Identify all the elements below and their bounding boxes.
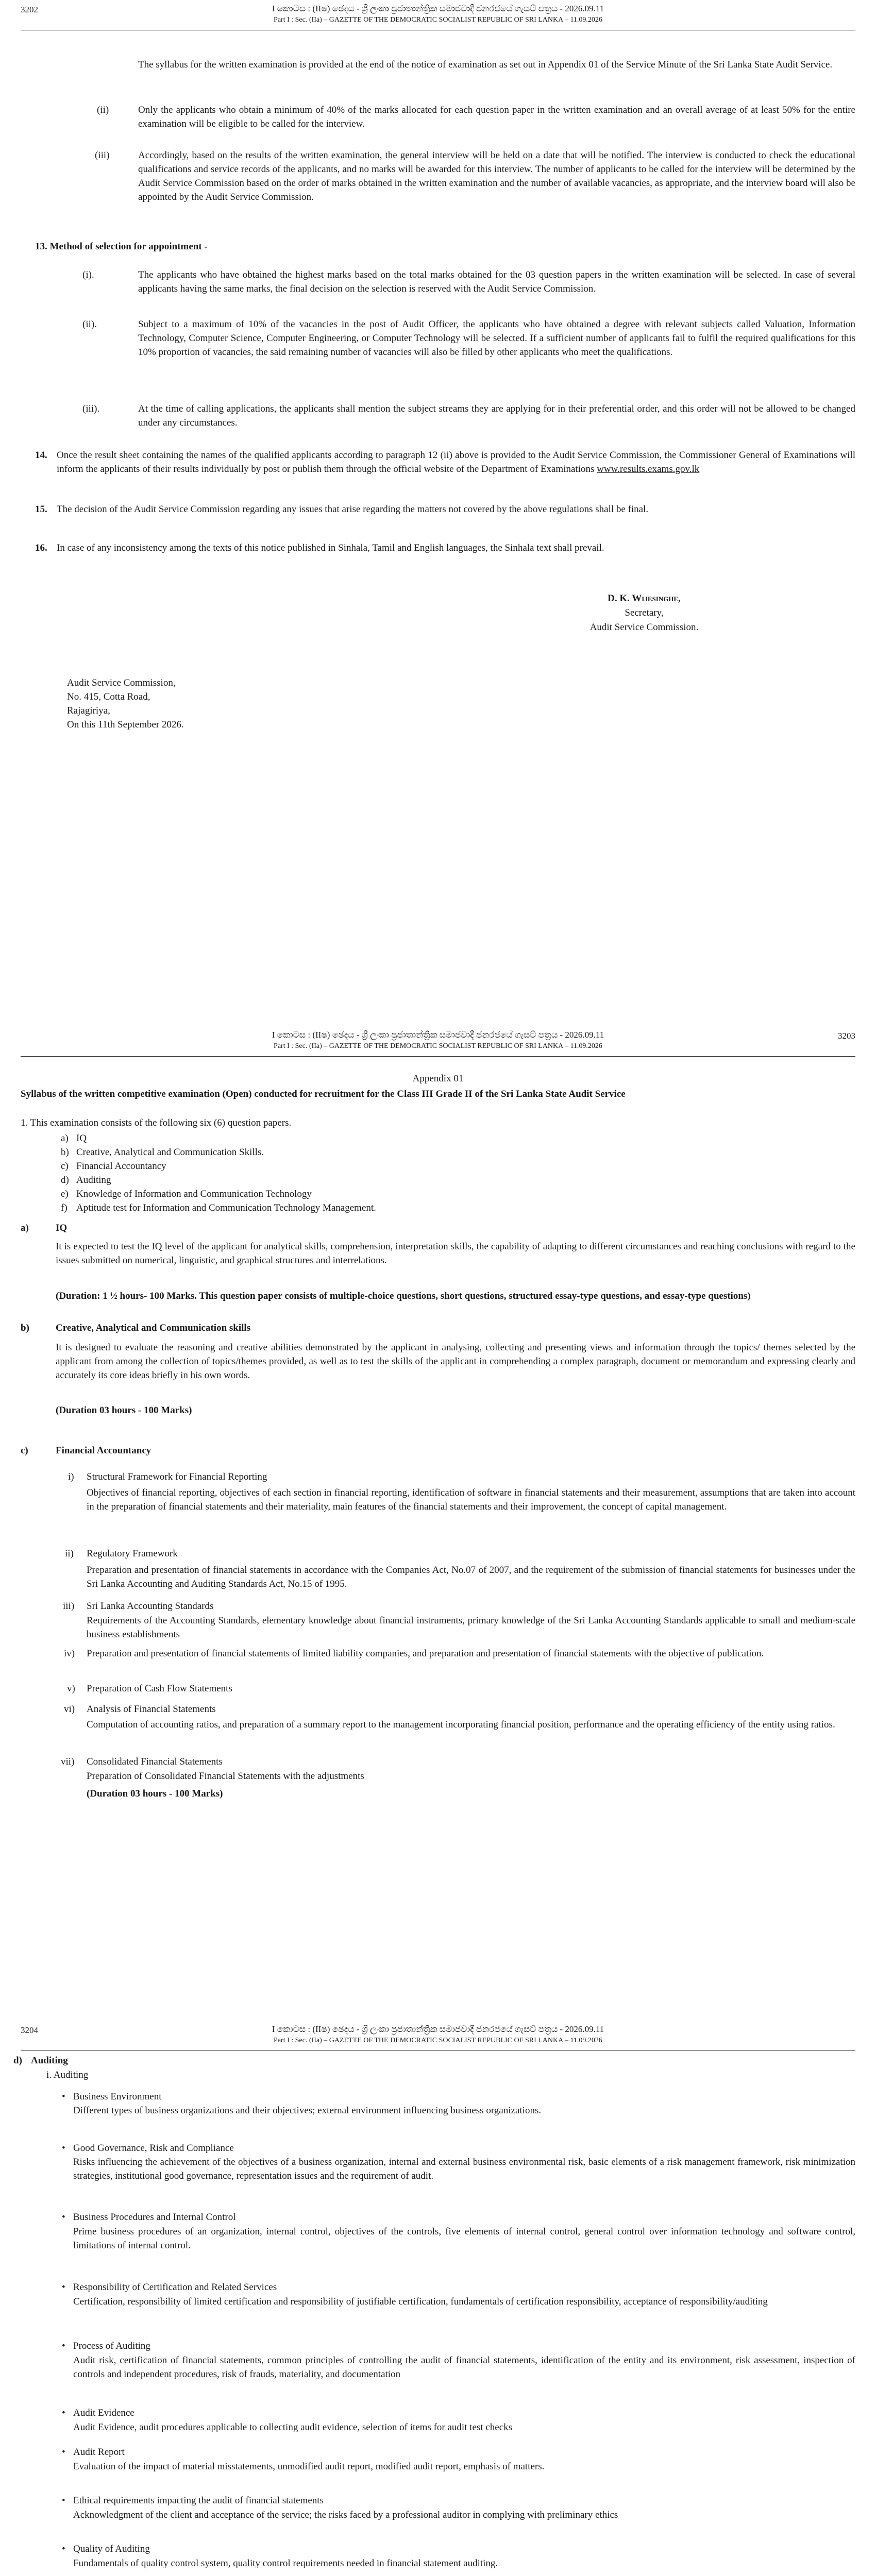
section-15: The decision of the Audit Service Commission regarding any issues that arise regarding the matters not covered by the above regulations shall be final. xyxy=(57,504,649,515)
papers-intro: 1. This examination consists of the following six (6) question papers. xyxy=(21,1117,292,1128)
para-marker: (ii) xyxy=(97,105,109,115)
section-marker: c) xyxy=(21,1445,28,1456)
header-english-title: Part I : Sec. (IIa) – GAZETTE OF THE DEMOCRATIC SOCIALIST REPUBLIC OF SRI LANKA – 11.09.2026 xyxy=(274,1042,602,1050)
section-marker: d) xyxy=(13,2055,22,2066)
page-header xyxy=(21,2022,855,2053)
bullet-text: Audit risk, certification of financial statements, common principles of controlling the audit of financial statements, identification of the entity and its environment, risk assessment, inspection of controls and independent procedures, risk of frauds, materiality, and documentation xyxy=(73,2355,855,2380)
item-text: Computation of accounting ratios, and preparation of a summary report to the management incorporating financial position, performance and the operating efficiency of the entity using ratios. xyxy=(87,1719,835,1730)
item-text: Requirements of the Accounting Standards, elementary knowledge about financial instruments, primary knowledge of the Sri Lanka Accounting Standards applicable to small and medium-scale business establishments xyxy=(87,1615,855,1640)
bullet-text: Different types of business organizations and their objectives; external environment influencing business organizations. xyxy=(73,2105,542,2116)
list-marker: e) xyxy=(61,1189,69,1199)
syllabus-intro: The syllabus for the written examination is provided at the end of the notice of examination as set out in Appendix 01 of the Service Minute of the Sri Lanka State Audit Service. xyxy=(138,59,833,70)
item-marker: iii) xyxy=(63,1601,75,1612)
item-heading: Preparation of Cash Flow Statements xyxy=(87,1683,232,1694)
item-heading: Regulatory Framework xyxy=(87,1548,178,1559)
results-website-link[interactable]: www.results.exams.gov.lk xyxy=(597,464,700,474)
address-line: Audit Service Commission, xyxy=(67,677,176,688)
item-marker: ii) xyxy=(65,1548,74,1559)
subsection-heading: i. Auditing xyxy=(46,2070,89,2080)
header-english-title: Part I : Sec. (IIa) – GAZETTE OF THE DEMOCRATIC SOCIALIST REPUBLIC OF SRI LANKA – 11.09.2026 xyxy=(274,2037,602,2044)
address-line: No. 415, Cotta Road, xyxy=(67,691,150,702)
list-item: Financial Accountancy xyxy=(76,1161,166,1172)
section-a-heading: IQ xyxy=(56,1223,68,1233)
bullet-text: Prime business procedures of an organization, internal control, objectives of the controls, five elements of internal control, general control over information technology and software control, limitations of internal control. xyxy=(73,2226,855,2251)
item-marker: i) xyxy=(68,1471,74,1482)
bullet-heading: • Good Governance, Risk and Compliance xyxy=(73,2141,855,2155)
item-marker: iv) xyxy=(64,1648,75,1659)
bullet-heading: • Audit Evidence xyxy=(73,2406,855,2420)
section-a-duration: (Duration: 1 ½ hours- 100 Marks. This question paper consists of multiple-choice questions, short questions, structured essay-type questions, and essay-type questions) xyxy=(56,1291,751,1301)
item-text: Objectives of financial reporting, objectives of each section in financial reporting, identification of software in financial statements and their measurement, assumptions that are taken into account in the preparation of financial statements and their materiality, main features of the financial statements and their improvement, the concept of capital management. xyxy=(87,1487,855,1512)
gazette-page-3202 xyxy=(0,0,876,994)
page-header xyxy=(21,1,855,32)
para-ii: Only the applicants who obtain a minimum of 40% of the marks allocated for each question paper in the written examination and an overall average of at least 50% for the entire examination will be eligible to be called for the interview. xyxy=(138,105,855,129)
header-rule xyxy=(21,2050,855,2051)
bullet-text: Fundamentals of quality control system, quality control requirements needed in financial statement auditing. xyxy=(73,2558,498,2569)
list-item: IQ xyxy=(76,1133,87,1144)
bullet-heading: • Audit Report xyxy=(73,2445,855,2459)
list-marker: d) xyxy=(61,1175,69,1185)
item-marker: vi) xyxy=(64,1704,75,1715)
header-sinhala-title: I ‍කොටස : (IIෂ) ‍ඡෙදය - ශ්‍රී ලංකා ප්‍රජාතාන්ත්‍රික සමාජවාදී ජනරජයේ ගැසට් පත්‍රය - 2026.09.11 xyxy=(272,4,604,13)
section-13-iii: At the time of calling applications, the applicants shall mention the subject streams they are applying for in their preferential order, and this order will not be allowed to be changed under any circumstances. xyxy=(138,403,855,428)
gazette-page-3203 xyxy=(0,994,876,1989)
header-english-title: Part I : Sec. (IIa) – GAZETTE OF THE DEMOCRATIC SOCIALIST REPUBLIC OF SRI LANKA – 11.09.2026 xyxy=(274,16,602,24)
list-marker: b) xyxy=(61,1147,69,1158)
section-16: In case of any inconsistency among the texts of this notice published in Sinhala, Tamil and English languages, the Sinhala text shall prevail. xyxy=(57,543,604,553)
header-rule xyxy=(21,1056,855,1057)
signatory-name: D. K. Wijesinghe, xyxy=(608,593,681,604)
header-sinhala-title: I ‍කොටස : (IIෂ) ‍ඡෙදය - ශ්‍රී ලංකා ප්‍රජාතාන්ත්‍රික සමාජවාදී ජනරජයේ ගැසට් පත්‍රය - 2026.09.11 xyxy=(272,1030,604,1040)
list-marker: c) xyxy=(61,1161,69,1172)
item-heading: Structural Framework for Financial Reporting xyxy=(87,1471,267,1482)
item-text: Preparation and presentation of financial statements in accordance with the Companies Act, No.07 of 2007, and the requirement of the submission of financial statements for businesses under the Sri Lanka Accounting and Auditing Standards Act, No.15 of 1995. xyxy=(87,1565,855,1589)
section-marker: b) xyxy=(21,1323,29,1333)
section-b-text: It is designed to evaluate the reasoning and creative abilities demonstrated by the applicant in analysing, collecting and presenting views and information through the topics/ themes selected by the applicant from among the collection of topics/themes provided, as well as to test the skills of the applicant in comprehending a complex paragraph, document or memorandum and expressing clearly and accurately its core ideas briefly in his own words. xyxy=(56,1342,855,1381)
item-marker: v) xyxy=(67,1683,75,1694)
section-c-duration: (Duration 03 hours - 100 Marks) xyxy=(87,1788,223,1799)
page-header xyxy=(21,1027,855,1058)
bullet-text: Risks influencing the achievement of the objectives of a business organization, internal and external business environmental risk, basic elements of a risk management framework, risk minimization strategies, institutional good governance, representation issues and the requirement of audit. xyxy=(73,2157,855,2181)
list-marker: f) xyxy=(61,1202,68,1213)
item-text: Preparation of Consolidated Financial Statements with the adjustments xyxy=(87,1771,364,1782)
list-item: Auditing xyxy=(76,1175,111,1185)
para-marker: (ii). xyxy=(82,319,97,330)
bullet-heading: • Ethical requirements impacting the audit of financial statements xyxy=(73,2494,855,2507)
bullet-heading: • Business Procedures and Internal Control xyxy=(73,2210,855,2224)
para-marker: 16. xyxy=(35,543,47,553)
section-a-text: It is expected to test the IQ level of the applicant for analytical skills, comprehension, interpretation skills, the capability of adapting to different circumstances and reaching conclusions with regard to the issues submitted on numerical, linguistic, and graphical structures and interrelations. xyxy=(56,1241,855,1266)
para-marker: 14. xyxy=(35,450,47,461)
bullet-text: Certification, responsibility of limited certification and responsibility of justifiable certification, fundamentals of certification responsibility, acceptance of responsibility/auditing xyxy=(73,2296,768,2307)
section-14-text: Once the result sheet containing the names of the qualified applicants according to paragraph 12 (ii) above is provided to the Audit Service Commission, the Commissioner General of Examinations will inform the applicants of their results individually by post or publish them through the official website of the Department of Examinations xyxy=(57,450,855,474)
bullet-heading: • Quality of Auditing xyxy=(73,2542,855,2556)
para-marker: (iii) xyxy=(95,150,110,161)
bullet-text: Evaluation of the impact of material misstatements, unmodified audit report, modified audit report, emphasis of matters. xyxy=(73,2461,545,2472)
para-marker: (iii). xyxy=(82,403,100,414)
list-item: Knowledge of Information and Communication Technology xyxy=(76,1189,312,1199)
section-13-i: The applicants who have obtained the highest marks based on the total marks obtained for the 03 question papers in the written examination will be selected. In case of several applicants having the same marks, the final decision on the selection is reserved with the Audit Service Commission. xyxy=(138,269,855,294)
page-number: 3203 xyxy=(838,1031,855,1041)
syllabus-title: Syllabus of the written competitive examination (Open) conducted for recruitment for the Class III Grade II of the Sri Lanka State Audit Service xyxy=(21,1089,626,1099)
bullet-heading: • Business Environment xyxy=(73,2090,855,2104)
para-marker: 15. xyxy=(35,504,47,515)
section-c-heading: Financial Accountancy xyxy=(56,1445,151,1456)
item-heading: Sri Lanka Accounting Standards xyxy=(87,1601,214,1612)
item-heading: Preparation and presentation of financial statements of limited liability companies, and preparation and presentation of financial statements with the objective of publication. xyxy=(87,1648,764,1659)
list-marker: a) xyxy=(61,1133,69,1144)
item-heading: Analysis of Financial Statements xyxy=(87,1704,216,1715)
header-sinhala-title: I ‍කොටස : (IIෂ) ‍ඡෙදය - ශ්‍රී ලංකා ප්‍රජාතාන්ත්‍රික සමාජවාදී ජනරජයේ ගැසට් පත්‍රය - 2026.09.11 xyxy=(272,2024,604,2034)
item-marker: vii) xyxy=(61,1756,75,1767)
bullet-text: Audit Evidence, audit procedures applicable to collecting audit evidence, selection of items for audit test checks xyxy=(73,2422,513,2433)
para-marker: (i). xyxy=(82,269,94,280)
section-13-ii: Subject to a maximum of 10% of the vacancies in the post of Audit Officer, the applicants who have obtained a degree with relevant subjects called Valuation, Information Technology, Computer Science, Computer Engineering, or Computer Technology will be selected. If a sufficient number of applicants fail to fulfil the required qualifications for this 10% proportion of vacancies, the said remaining number of vacancies will also be filled by other applicants who meet the qualifications. xyxy=(138,319,855,358)
address-line: Rajagiriya, xyxy=(67,705,110,716)
para-iii: Accordingly, based on the results of the written examination, the general interview will be held on a date that will be notified. The interview is conducted to check the educational qualifications and service records of the applicants, and no marks will be awarded for this interview. The number of applicants to be called for the interview will be determined by the Audit Service Commission based on the order of marks obtained in the written examination and the number of available vacancies, as appropriate, and the interview board will also be appointed by the Audit Service Commission. xyxy=(138,150,855,202)
section-b-heading: Creative, Analytical and Communication skills xyxy=(56,1323,251,1333)
item-heading: Consolidated Financial Statements xyxy=(87,1756,223,1767)
bullet-text: Acknowledgment of the client and acceptance of the service; the risks faced by a professional auditor in complying with preliminary ethics xyxy=(73,2510,618,2520)
date-line: On this 11th September 2026. xyxy=(67,719,184,730)
signatory-title: Secretary, xyxy=(625,607,664,618)
list-item: Aptitude test for Information and Communication Technology Management. xyxy=(76,1202,376,1213)
section-b-duration: (Duration 03 hours - 100 Marks) xyxy=(56,1405,192,1416)
page-number: 3202 xyxy=(21,5,38,14)
list-item: Creative, Analytical and Communication Skills. xyxy=(76,1147,264,1158)
page-number: 3204 xyxy=(21,2025,38,2035)
section-13-heading: 13. Method of selection for appointment - xyxy=(35,241,208,252)
appendix-label: Appendix 01 xyxy=(412,1073,464,1084)
bullet-heading: • Process of Auditing xyxy=(73,2339,855,2353)
section-d-heading: Auditing xyxy=(31,2055,68,2066)
signatory-organization: Audit Service Commission. xyxy=(589,622,699,633)
bullet-heading: • Responsibility of Certification and Related Services xyxy=(73,2280,855,2294)
gazette-page-3204 xyxy=(0,1989,876,2576)
section-marker: a) xyxy=(21,1223,29,1233)
section-14 xyxy=(57,448,855,476)
